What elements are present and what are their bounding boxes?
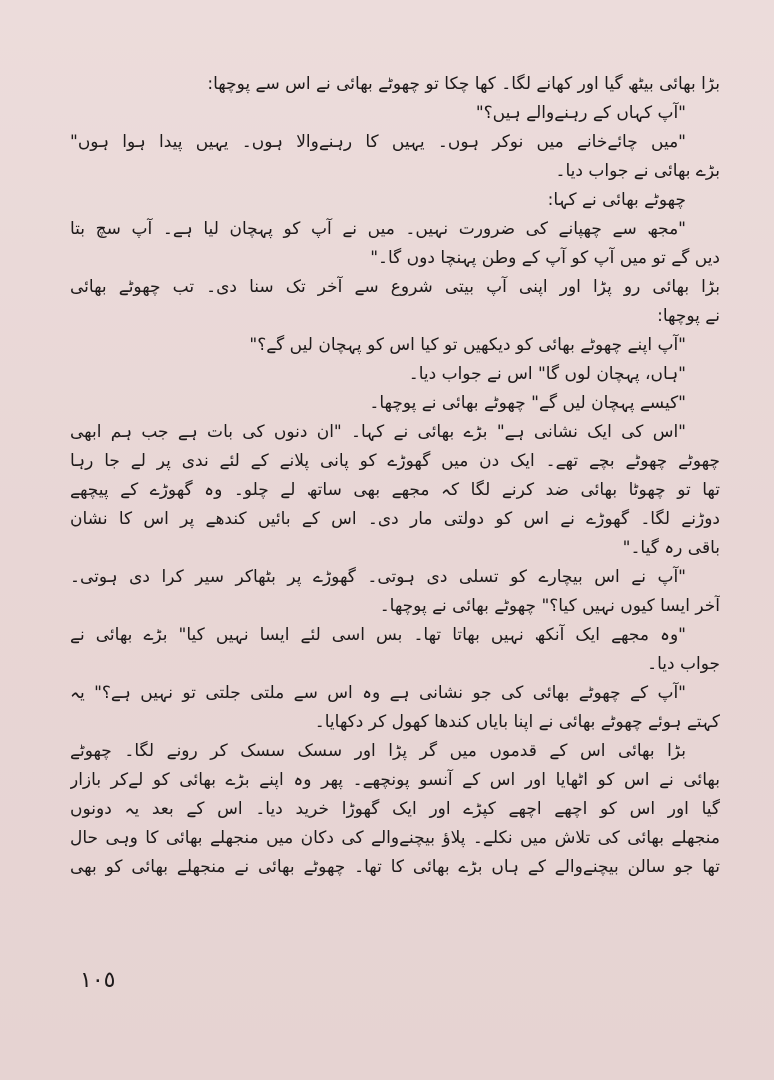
text-line: بڑے بھائی نے جواب دیا۔: [555, 161, 720, 181]
text-line: آخر ایسا کیوں نہیں کیا؟" چھوٹے بھائی نے پوچھا۔: [379, 596, 720, 616]
text-line: "وہ مجھے ایک آنکھ نہیں بھاتا تھا۔ بس اسی لئے ایسا نہیں کیا" بڑے بھائی نے: [70, 625, 686, 645]
text-line: "آپ اپنے چھوٹے بھائی کو دیکھیں تو کیا اس کو پہچان لیں گے؟": [249, 335, 686, 355]
text-line: "آپ کہاں کے رہنےوالے ہیں؟": [475, 103, 686, 123]
text-line: چھوٹے چھوٹے بچے تھے۔ ایک دن میں گھوڑے کو پانی پلانے کے لئے ندی پر لے جا رہا: [70, 451, 720, 471]
text-line: تھا تو چھوٹا بھائی ضد کرنے لگا کہ مجھے بھی ساتھ لے چلو۔ وہ گھوڑے کے پیچھے: [70, 480, 720, 500]
text-line: "میں چائےخانے میں نوکر ہوں۔ یہیں کا رہنےوالا ہوں۔ یہیں پیدا ہوا ہوں": [70, 132, 686, 152]
page-body-text: [70, 70, 720, 882]
text-line: جواب دیا۔: [647, 654, 720, 674]
text-line: "کیسے پہچان لیں گے" چھوٹے بھائی نے پوچھا۔: [369, 393, 686, 413]
text-line: بڑا بھائی بیٹھ گیا اور کھانے لگا۔ کھا چکا تو چھوٹے بھائی نے اس سے پوچھا:: [207, 74, 720, 94]
text-line: "آپ نے اس بیچارے کو تسلی دی ہوتی۔ گھوڑے پر بٹھاکر سیر کرا دی ہوتی۔: [70, 567, 686, 587]
text-line: دوڑنے لگا۔ گھوڑے نے اس کو دولتی مار دی۔ اس کے بائیں کندھے پر اس کا نشان: [70, 509, 720, 529]
text-line: "مجھ سے چھپانے کی ضرورت نہیں۔ میں نے آپ کو پہچان لیا ہے۔ آپ سچ بتا: [70, 219, 686, 239]
text-line: "اس کی ایک نشانی ہے" بڑے بھائی نے کہا۔ "ان دنوں کی بات ہے جب ہم ابھی: [70, 422, 686, 442]
text-line: بڑا بھائی اس کے قدموں میں گر پڑا اور سسک سسک کر رونے لگا۔ چھوٹے: [70, 741, 686, 761]
text-line: گیا اور اس کو اچھے اچھے کپڑے اور ایک گھوڑا خرید دیا۔ اس کے بعد یہ دونوں: [70, 799, 720, 819]
page-number: ١٠٥: [80, 968, 116, 993]
text-line: نے پوچھا:: [657, 306, 720, 326]
text-line: دیں گے تو میں آپ کو آپ کے وطن پہنچا دوں گا۔": [370, 248, 720, 268]
text-line: چھوٹے بھائی نے کہا:: [547, 190, 686, 210]
text-line: منجھلے بھائی کی تلاش میں نکلے۔ پلاؤ بیچنےوالے کی دکان میں منجھلے بھائی کا وہی حال: [70, 828, 720, 848]
text-line: باقی رہ گیا۔": [622, 538, 720, 558]
text-line: بڑا بھائی رو پڑا اور اپنی آپ بیتی شروع سے آخر تک سنا دی۔ تب چھوٹے بھائی: [70, 277, 720, 297]
text-line: "ہاں، پہچان لوں گا" اس نے جواب دیا۔: [408, 364, 686, 384]
text-line: کہتے ہوئے چھوٹے بھائی نے اپنا بایاں کندھا کھول کر دکھایا۔: [314, 712, 720, 732]
text-line: "آپ کے چھوٹے بھائی کی جو نشانی ہے وہ اس سے ملتی جلتی تو نہیں ہے؟" یہ: [70, 683, 686, 703]
text-line: بھائی نے اس کو اٹھایا اور اس کے آنسو پونچھے۔ پھر وہ اپنے بڑے بھائی کو لےکر بازار: [70, 770, 720, 790]
text-line: تھا جو سالن بیچنےوالے کے ہاں بڑے بھائی کا تھا۔ چھوٹے بھائی نے منجھلے بھائی کو بھی: [70, 857, 720, 877]
